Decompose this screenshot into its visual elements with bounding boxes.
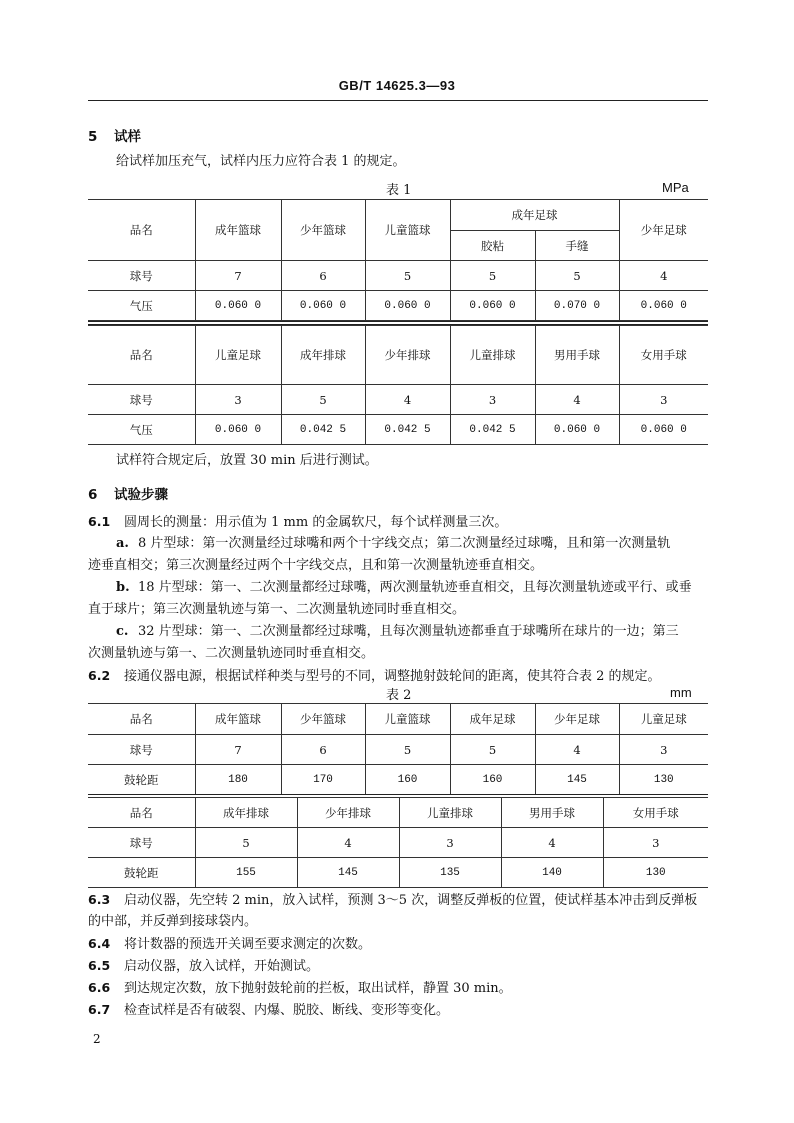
page-number: 2 (93, 1032, 101, 1046)
table-cell: 0.060 0 (619, 415, 708, 445)
section-number: 5 (88, 129, 98, 145)
table-cell: 7 (195, 735, 281, 765)
row-label: 球号 (88, 385, 195, 415)
clause-text: 接通仪器电源，根据试样种类与型号的不同，调整抛射鼓轮间的距离，使其符合表 2 的规定。 (124, 669, 661, 684)
table-cell: 3 (450, 385, 535, 415)
clause-number: 6.3 (88, 892, 111, 907)
item-a-line-1 (116, 533, 670, 555)
row-label: 鼓轮距 (88, 858, 195, 888)
table-header-cell: 成年篮球 (195, 200, 281, 261)
clause-6-3-line-2: 的中部，并反弹到接球袋内。 (88, 914, 258, 929)
table-cell: 160 (365, 765, 450, 795)
table-header-cell: 成年篮球 (195, 704, 281, 735)
table-cell: 3 (195, 385, 281, 415)
item-mark: a. (116, 536, 129, 551)
table-header-cell: 成年排球 (281, 326, 365, 385)
table-cell: 7 (195, 261, 281, 291)
table-cell: 5 (281, 385, 365, 415)
table-cell: 3 (399, 828, 501, 858)
clause-text: 将计数器的预选开关调至要求测定的次数。 (124, 937, 372, 952)
table-cell: 4 (535, 385, 619, 415)
clause-6-4 (88, 933, 371, 956)
row-label: 球号 (88, 261, 195, 291)
table-header-cell: 品名 (88, 704, 195, 735)
clause-number: 6.5 (88, 958, 111, 973)
item-text: 8 片型球：第一次测量经过球嘴和两个十字线交点；第二次测量经过球嘴，且和第一次测量轨 (138, 536, 671, 551)
table-cell: 0.060 0 (195, 291, 281, 321)
table-cell: 130 (619, 765, 708, 795)
clause-6-6 (88, 977, 512, 1000)
section-6-heading (88, 483, 168, 503)
clause-number: 6.4 (88, 936, 111, 951)
item-c-line-2: 次测量轨迹与第一、二次测量轨迹同时垂直相交。 (88, 646, 375, 661)
table-cell: 5 (450, 261, 535, 291)
table-header-cell: 品名 (88, 200, 195, 261)
table-cell: 5 (195, 828, 297, 858)
table-cell: 6 (281, 735, 365, 765)
section-title: 试验步骤 (114, 487, 168, 503)
table-cell: 4 (501, 828, 603, 858)
after-table-1-note: 试样符合规定后，放置 30 min 后进行测试。 (116, 453, 378, 468)
table-cell: 160 (450, 765, 535, 795)
table-1-part-2 (88, 325, 708, 445)
table-header-cell: 儿童足球 (619, 704, 708, 735)
item-mark: c. (116, 624, 129, 639)
table-cell: 0.070 0 (535, 291, 619, 321)
item-text: 18 片型球：第一、二次测量都经过球嘴，两次测量轨迹垂直相交，且每次测量轨迹或平行、或垂 (138, 580, 692, 595)
table-subheader-cell: 手缝 (535, 231, 619, 261)
table-header-cell: 儿童排球 (450, 326, 535, 385)
clause-6-5 (88, 955, 319, 978)
clause-6-7 (88, 999, 449, 1022)
item-b-line-1 (116, 577, 692, 599)
item-b-line-2: 直于球片；第三次测量轨迹与第一、二次测量轨迹同时垂直相交。 (88, 602, 466, 617)
table-header-cell: 儿童排球 (399, 798, 501, 828)
clause-number: 6.1 (88, 514, 111, 529)
table-cell: 0.060 0 (619, 291, 708, 321)
table-cell: 4 (535, 735, 619, 765)
table-1-caption: 表 1 (386, 183, 412, 198)
section-5-intro: 给试样加压充气，试样内压力应符合表 1 的规定。 (116, 154, 406, 169)
row-label: 气压 (88, 415, 195, 445)
table-2-part-1 (88, 703, 708, 795)
table-cell: 5 (450, 735, 535, 765)
table-header-cell: 少年篮球 (281, 704, 365, 735)
table-header-cell: 少年排球 (365, 326, 450, 385)
row-label: 球号 (88, 828, 195, 858)
clause-6-1 (88, 511, 507, 534)
table-cell: 130 (603, 858, 708, 888)
table-cell: 5 (365, 735, 450, 765)
table-header-cell: 女用手球 (603, 798, 708, 828)
page-header: GB/T 14625.3—93 (338, 78, 456, 93)
table-cell: 0.060 0 (450, 291, 535, 321)
table-cell: 4 (297, 828, 399, 858)
table-subheader-cell: 胶粘 (450, 231, 535, 261)
clause-text: 圆周长的测量：用示值为 1 mm 的金属软尺，每个试样测量三次。 (124, 515, 508, 530)
clause-6-3-line-1 (88, 889, 697, 912)
table-header-cell: 少年排球 (297, 798, 399, 828)
row-label: 球号 (88, 735, 195, 765)
section-5-heading (88, 125, 141, 145)
table-cell: 3 (619, 735, 708, 765)
header-rule (88, 100, 708, 101)
table-2-part-2 (88, 797, 708, 888)
item-text: 32 片型球：第一、二次测量都经过球嘴，且每次测量轨迹都垂直于球嘴所在球片的一边；第三 (138, 624, 679, 639)
table-header-cell: 儿童篮球 (365, 704, 450, 735)
clause-number: 6.2 (88, 668, 111, 683)
row-label: 鼓轮距 (88, 765, 195, 795)
clause-text: 到达规定次数，放下抛射鼓轮前的拦板，取出试样，静置 30 min。 (124, 981, 512, 996)
table-cell: 155 (195, 858, 297, 888)
clause-6-2 (88, 665, 661, 688)
table-header-cell: 男用手球 (501, 798, 603, 828)
table-cell: 5 (365, 261, 450, 291)
table-cell: 4 (619, 261, 708, 291)
table-cell: 135 (399, 858, 501, 888)
table-cell: 3 (603, 828, 708, 858)
item-c-line-1 (116, 621, 679, 643)
table-header-cell: 女用手球 (619, 326, 708, 385)
table-cell: 145 (297, 858, 399, 888)
table-header-cell: 少年篮球 (281, 200, 365, 261)
section-title: 试样 (114, 129, 141, 145)
table-cell: 0.060 0 (281, 291, 365, 321)
table-cell: 170 (281, 765, 365, 795)
row-label: 气压 (88, 291, 195, 321)
clause-number: 6.7 (88, 1002, 111, 1017)
table-cell: 145 (535, 765, 619, 795)
clause-text: 启动仪器，先空转 2 min，放入试样，预测 3～5 次，调整反弹板的位置，使试样基本冲击到反弹板 (124, 893, 698, 908)
table-header-cell: 成年足球 (450, 704, 535, 735)
table-cell: 0.042 5 (281, 415, 365, 445)
table-cell: 140 (501, 858, 603, 888)
item-mark: b. (116, 580, 130, 595)
clause-text: 检查试样是否有破裂、内爆、脱胶、断线、变形等变化。 (124, 1003, 450, 1018)
table-cell: 0.060 0 (365, 291, 450, 321)
table-header-cell: 儿童足球 (195, 326, 281, 385)
clause-number: 6.6 (88, 980, 111, 995)
table-2-caption: 表 2 (386, 688, 412, 703)
table-cell: 180 (195, 765, 281, 795)
table-2-unit: mm (670, 685, 692, 700)
table-cell: 0.060 0 (195, 415, 281, 445)
table-header-cell: 成年排球 (195, 798, 297, 828)
table-header-cell: 少年足球 (619, 200, 708, 261)
section-number: 6 (88, 487, 98, 503)
table-cell: 5 (535, 261, 619, 291)
table-header-group: 成年足球 (450, 200, 619, 231)
item-a-line-2: 迹垂直相交；第三次测量经过两个十字线交点，且和第一次测量轨迹垂直相交。 (88, 558, 544, 573)
table-cell: 3 (619, 385, 708, 415)
table-1-unit: MPa (662, 180, 689, 195)
table-header-cell: 儿童篮球 (365, 200, 450, 261)
table-header-cell: 品名 (88, 798, 195, 828)
table-1-part-1 (88, 199, 708, 321)
clause-text: 启动仪器，放入试样，开始测试。 (124, 959, 320, 974)
table-cell: 4 (365, 385, 450, 415)
table-header-cell: 少年足球 (535, 704, 619, 735)
table-header-cell: 男用手球 (535, 326, 619, 385)
table-cell: 0.042 5 (365, 415, 450, 445)
table-cell: 0.042 5 (450, 415, 535, 445)
table-cell: 0.060 0 (535, 415, 619, 445)
table-header-cell: 品名 (88, 326, 195, 385)
table-cell: 6 (281, 261, 365, 291)
